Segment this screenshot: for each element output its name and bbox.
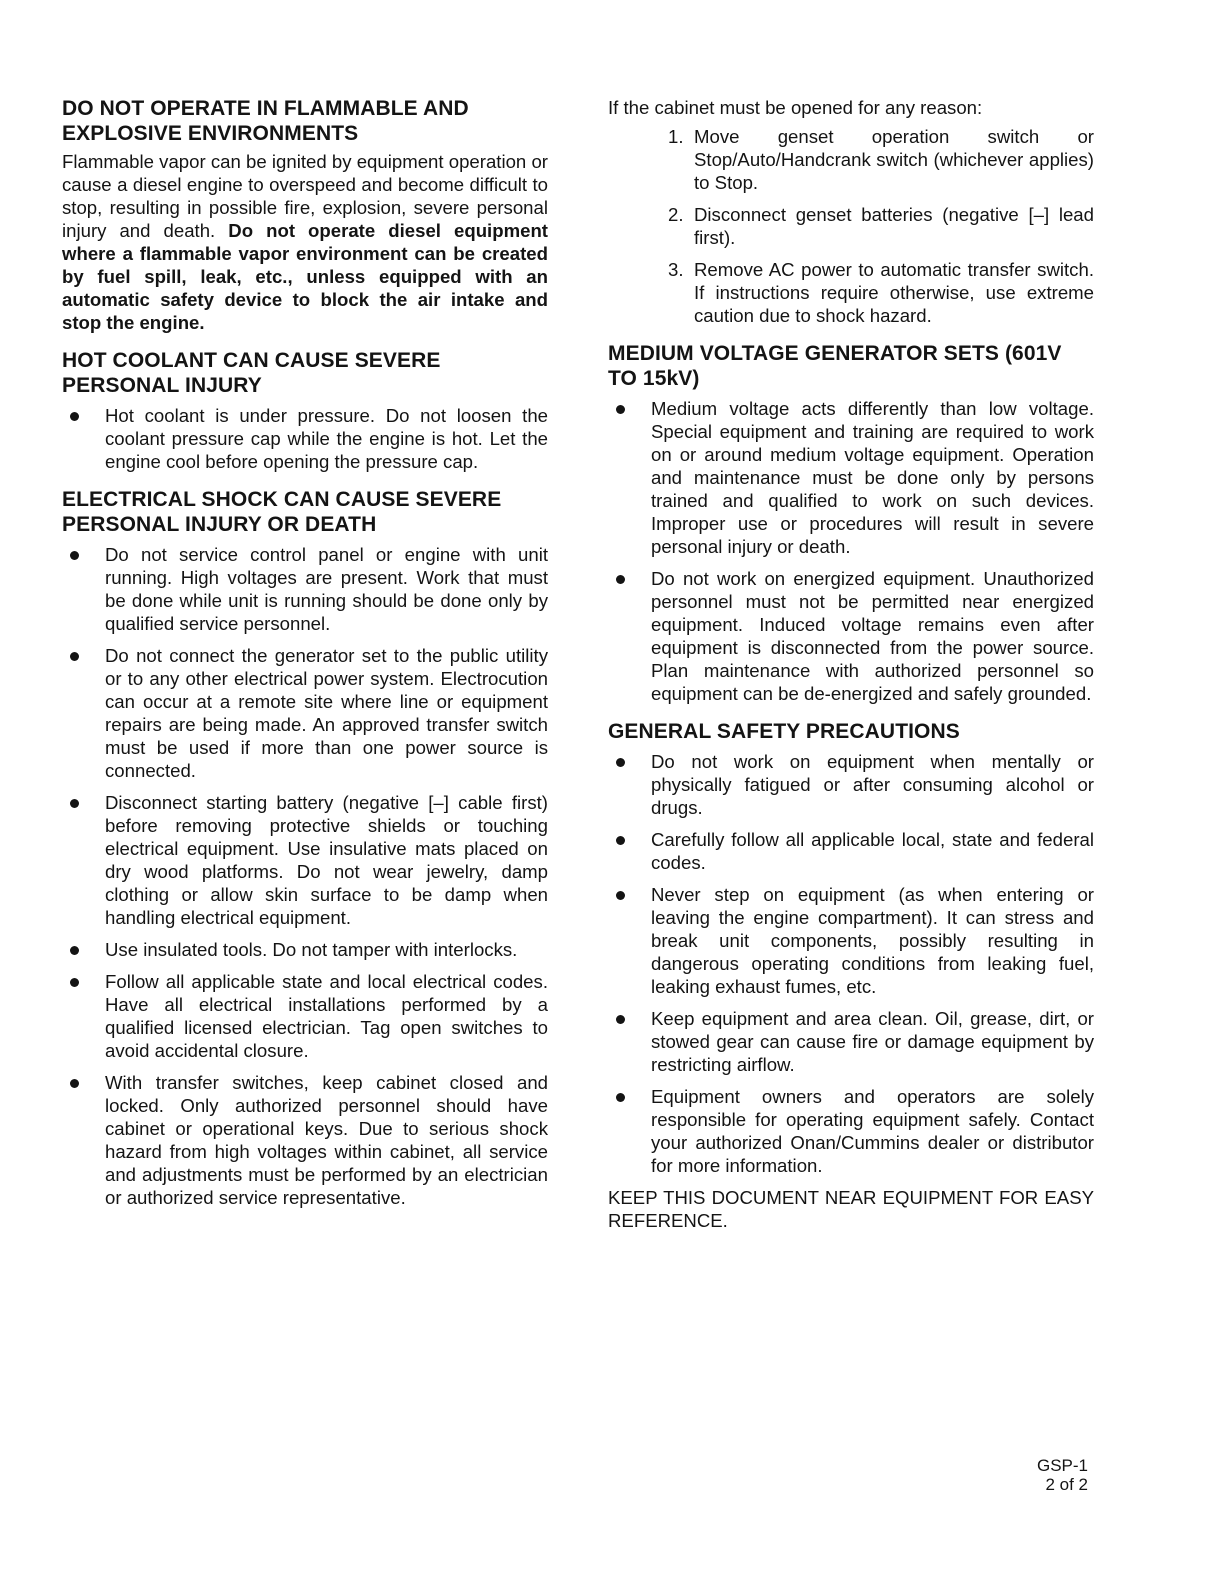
bullet-text: Use insulated tools. Do not tamper with interlocks. [105,939,518,960]
medium-voltage-bullet-list [608,397,1094,705]
list-item [608,125,1094,194]
bullet-text: Do not work on energized equipment. Unauthorized personnel must not be permitted near energized equipment. Induced voltage remains even after equipment is disconnected from the power source. Plan maintenance with authorized personnel so equipment can be de-energized and safely grounded. [651,568,1094,704]
cabinet-section [608,96,1094,327]
electrical-section [62,487,548,1209]
cabinet-step-list [608,125,1094,327]
bullet-icon [616,1015,625,1024]
step-text: Remove AC power to automatic transfer switch. If instructions require otherwise, use extreme caution due to shock hazard. [694,259,1094,326]
bullet-text: Never step on equipment (as when entering or leaving the engine compartment). It can stress and break unit components, possibly resulting in dangerous operating conditions from leaking fuel, leaking exhaust fumes, etc. [651,884,1094,997]
general-section [608,719,1094,1232]
list-item [62,938,548,961]
cabinet-intro: If the cabinet must be opened for any reason: [608,97,983,118]
list-item [608,828,1094,874]
flammable-heading: DO NOT OPERATE IN FLAMMABLE AND EXPLOSIVE ENVIRONMENTS [62,97,469,145]
list-item [608,203,1094,249]
bullet-icon [70,978,79,987]
list-item [608,397,1094,558]
step-text: Move genset operation switch or Stop/Auto/Handcrank switch (whichever applies) to Stop. [694,126,1094,193]
step-number: 2. [668,204,684,225]
step-text: Disconnect genset batteries (negative [–] lead first). [694,204,1094,248]
electrical-heading: ELECTRICAL SHOCK CAN CAUSE SEVERE PERSONAL INJURY OR DEATH [62,488,502,536]
list-item [62,970,548,1062]
page-number: 2 of 2 [1045,1475,1088,1494]
list-item [608,1085,1094,1177]
bullet-icon [616,891,625,900]
list-item [62,404,548,473]
bullet-icon [616,405,625,414]
coolant-section [62,348,548,473]
bullet-text: Do not connect the generator set to the public utility or to any other electrical power system. Electrocution can occur at a remote site where line or equipment repairs are being made. An approved transfer switch must be used if more than one power source is connected. [105,645,548,781]
general-heading: GENERAL SAFETY PRECAUTIONS [608,720,960,743]
electrical-bullet-list [62,543,548,1209]
coolant-heading: HOT COOLANT CAN CAUSE SEVERE PERSONAL INJURY [62,349,441,397]
right-column [608,96,1094,1246]
bullet-icon [70,946,79,955]
list-item [62,543,548,635]
medium-voltage-heading: MEDIUM VOLTAGE GENERATOR SETS (601V TO 15kV) [608,342,1062,390]
bullet-icon [616,575,625,584]
coolant-bullet-list [62,404,548,473]
list-item [608,1007,1094,1076]
bullet-icon [70,1079,79,1088]
bullet-icon [70,652,79,661]
list-item [62,1071,548,1209]
bullet-text: Disconnect starting battery (negative [–] cable first) before removing protective shields or touching electrical equipment. Use insulative mats placed on dry wood platforms. Do not wear jewelry, damp clothing or allow skin surface to be damp when handling electrical equipment. [105,792,548,928]
bullet-text: Carefully follow all applicable local, state and federal codes. [651,829,1094,873]
flammable-section [62,96,548,334]
bullet-icon [616,836,625,845]
step-number: 1. [668,126,684,147]
flammable-text-bold: Do not operate diesel equipment where a flammable vapor environment can be created by fuel spill, leak, etc., unless equipped with an automatic safety device to block the air intake and stop the engine. [62,220,549,333]
flammable-text [62,150,548,334]
list-item [608,567,1094,705]
left-column [62,96,548,1223]
list-item [608,258,1094,327]
list-item [608,750,1094,819]
bullet-text: Equipment owners and operators are solely responsible for operating equipment safely. Contact your authorized Onan/Cummins dealer or distributor for more information. [651,1086,1094,1176]
bullet-text: Follow all applicable state and local electrical codes. Have all electrical installations performed by a qualified licensed electrician. Tag open switches to avoid accidental closure. [105,971,548,1061]
flammable-text-normal: Flammable vapor can be ignited by equipment operation or cause a diesel engine to overspeed and become difficult to stop, resulting in possible fire, explosion, severe personal injury and death. [62,151,548,241]
bullet-icon [70,412,79,421]
general-bullet-list [608,750,1094,1177]
page-footer [1037,1456,1088,1494]
bullet-text: Medium voltage acts differently than low voltage. Special equipment and training are required to work on or around medium voltage equipment. Operation and maintenance must be done only by persons trained and qualified to work on such devices. Improper use or procedures will result in severe personal injury or death. [651,398,1094,557]
bullet-text: With transfer switches, keep cabinet closed and locked. Only authorized personnel should have cabinet or operational keys. Due to serious shock hazard from high voltages within cabinet, all service and adjustments must be performed by an electrician or authorized service representative. [105,1072,548,1208]
bullet-text: Keep equipment and area clean. Oil, grease, dirt, or stowed gear can cause fire or damage equipment by restricting airflow. [651,1008,1094,1075]
document-id: GSP-1 [1036,1456,1088,1475]
closing-note: KEEP THIS DOCUMENT NEAR EQUIPMENT FOR EASY REFERENCE. [608,1187,1094,1231]
bullet-text: Do not work on equipment when mentally or physically fatigued or after consuming alcohol or drugs. [651,751,1094,818]
list-item [608,883,1094,998]
bullet-text: Do not service control panel or engine with unit running. High voltages are present. Work that must be done while unit is running should be done only by qualified service personnel. [105,544,548,634]
medium-voltage-section [608,341,1094,705]
bullet-text: Hot coolant is under pressure. Do not loosen the coolant pressure cap while the engine is hot. Let the engine cool before opening the pressure cap. [105,405,548,472]
list-item [62,791,548,929]
list-item [62,644,548,782]
step-number: 3. [668,259,684,280]
bullet-icon [70,799,79,808]
bullet-icon [616,1093,625,1102]
bullet-icon [616,758,625,767]
bullet-icon [70,551,79,560]
